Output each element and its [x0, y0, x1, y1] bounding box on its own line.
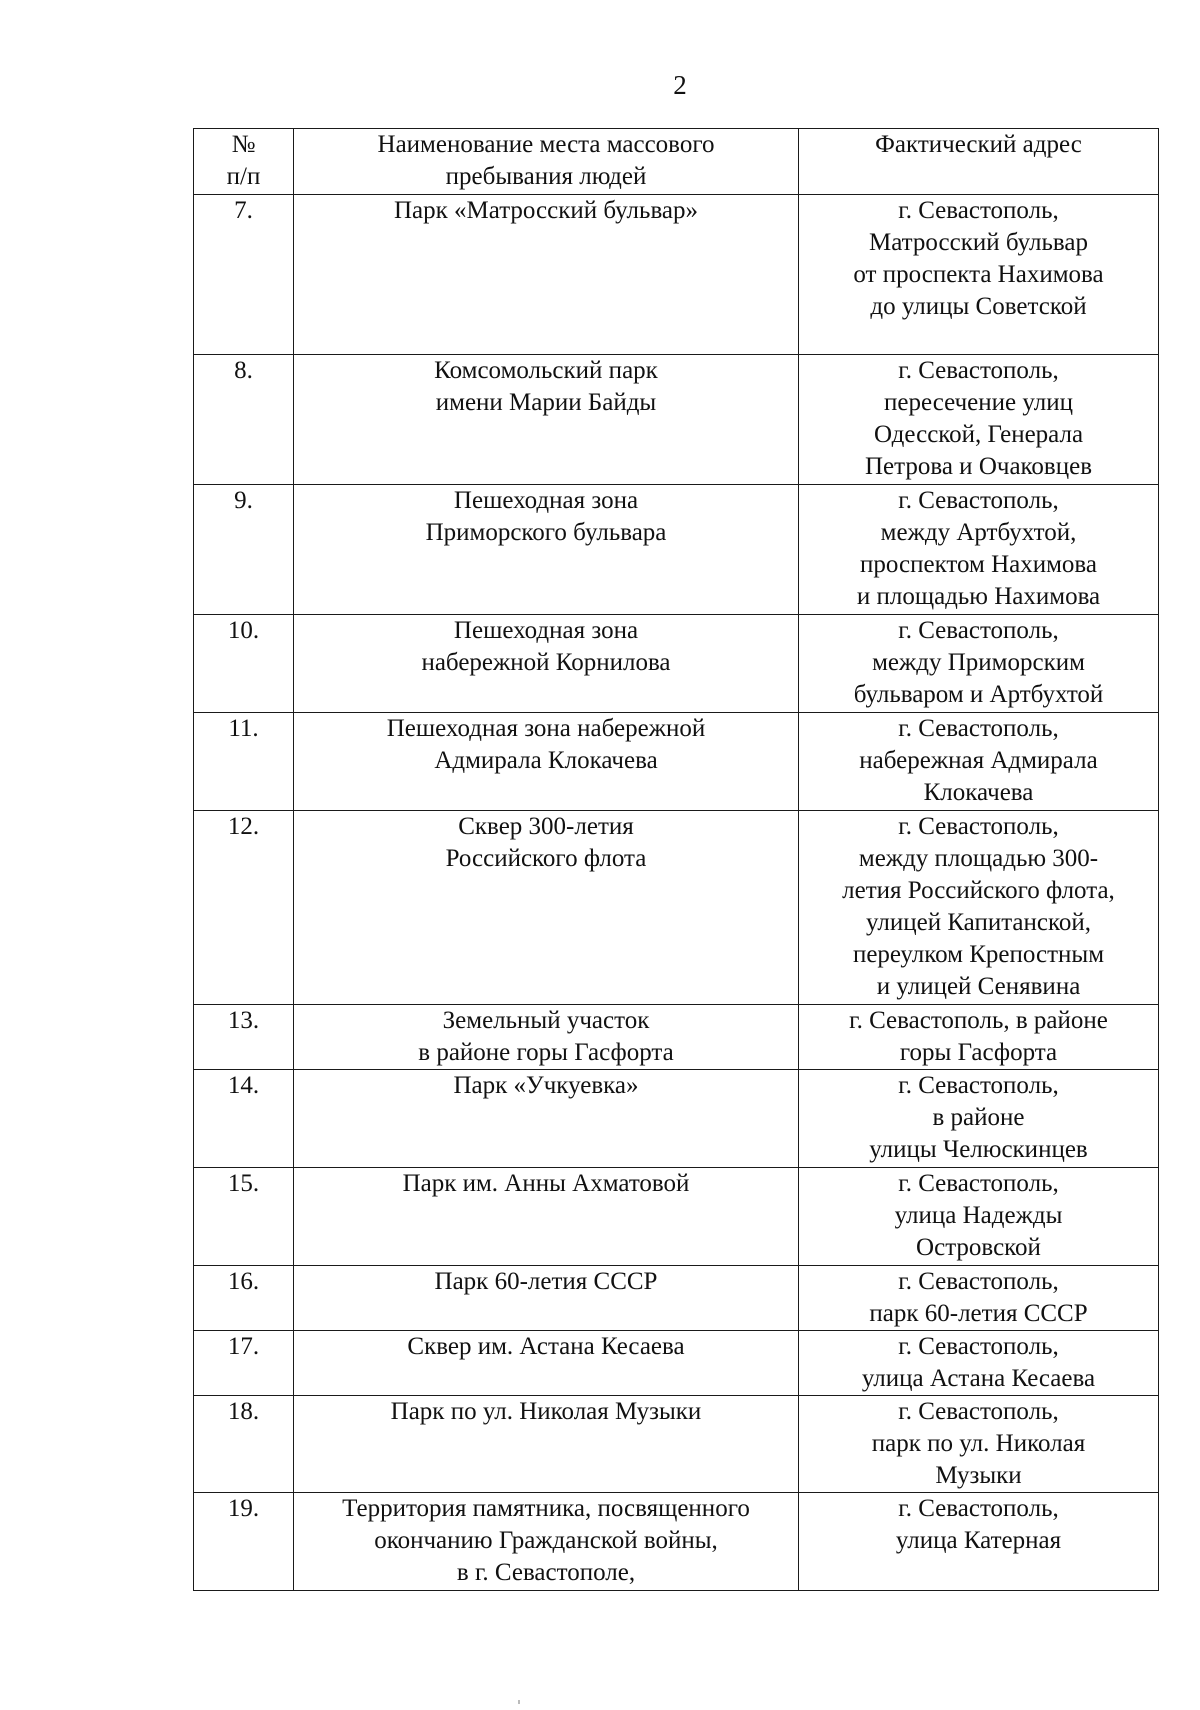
row-name: Земельный участок в районе горы Гасфорта: [294, 1005, 799, 1070]
row-address: г. Севастополь, между Приморским бульваром и Артбухтой: [799, 615, 1159, 713]
row-number: 15.: [194, 1168, 294, 1266]
table-row: [194, 713, 1159, 811]
row-number: 11.: [194, 713, 294, 811]
table-row: [194, 1070, 1159, 1168]
table-row: [194, 615, 1159, 713]
row-number: 19.: [194, 1493, 294, 1591]
row-name: Пешеходная зона набережной Корнилова: [294, 615, 799, 713]
page-number: 2: [673, 70, 687, 100]
table-row: [194, 355, 1159, 485]
row-address: г. Севастополь, Матросский бульвар от проспекта Нахимова до улицы Советской: [799, 195, 1159, 355]
table-row: [194, 1266, 1159, 1331]
table-row: [194, 1493, 1159, 1591]
row-name: Парк по ул. Николая Музыки: [294, 1396, 799, 1493]
header-name: Наименование места массового пребывания людей: [294, 129, 799, 195]
row-name: Пешеходная зона Приморского бульвара: [294, 485, 799, 615]
row-name: Сквер 300-летия Российского флота: [294, 811, 799, 1005]
row-address: г. Севастополь, в районе горы Гасфорта: [799, 1005, 1159, 1070]
row-name: Пешеходная зона набережной Адмирала Клокачева: [294, 713, 799, 811]
header-address: Фактический адрес: [799, 129, 1159, 195]
header-number: № п/п: [194, 129, 294, 195]
table-header-row: [194, 129, 1159, 195]
row-number: 16.: [194, 1266, 294, 1331]
row-address: г. Севастополь, парк 60-летия СССР: [799, 1266, 1159, 1331]
row-name: Парк «Матросский бульвар»: [294, 195, 799, 355]
row-number: 7.: [194, 195, 294, 355]
row-address: г. Севастополь, набережная Адмирала Клокачева: [799, 713, 1159, 811]
row-name: Комсомольский парк имени Марии Байды: [294, 355, 799, 485]
row-number: 13.: [194, 1005, 294, 1070]
row-number: 8.: [194, 355, 294, 485]
row-address: г. Севастополь, улица Катерная: [799, 1493, 1159, 1591]
row-address: г. Севастополь, пересечение улиц Одесской, Генерала Петрова и Очаковцев: [799, 355, 1159, 485]
table-row: [194, 195, 1159, 355]
row-address: г. Севастополь, между Артбухтой, проспектом Нахимова и площадью Нахимова: [799, 485, 1159, 615]
row-name: Парк «Учкуевка»: [294, 1070, 799, 1168]
row-address: г. Севастополь, парк по ул. Николая Музыки: [799, 1396, 1159, 1493]
row-number: 12.: [194, 811, 294, 1005]
row-number: 18.: [194, 1396, 294, 1493]
row-address: г. Севастополь, улица Астана Кесаева: [799, 1331, 1159, 1396]
row-name: Парк 60-летия СССР: [294, 1266, 799, 1331]
row-number: 9.: [194, 485, 294, 615]
row-address: г. Севастополь, улица Надежды Островской: [799, 1168, 1159, 1266]
scan-artifact-mark: [518, 1700, 520, 1704]
table-row: [194, 1331, 1159, 1396]
table-row: [194, 811, 1159, 1005]
row-name: Территория памятника, посвященного окончанию Гражданской войны, в г. Севастополе,: [294, 1493, 799, 1591]
row-number: 14.: [194, 1070, 294, 1168]
row-address: г. Севастополь, между площадью 300- летия Российского флота, улицей Капитанской, переулком Крепостным и улицей Сенявина: [799, 811, 1159, 1005]
places-table: [193, 128, 1159, 1591]
row-number: 17.: [194, 1331, 294, 1396]
table-row: [194, 485, 1159, 615]
table-row: [194, 1005, 1159, 1070]
table-row: [194, 1396, 1159, 1493]
row-address: г. Севастополь, в районе улицы Челюскинцев: [799, 1070, 1159, 1168]
row-name: Парк им. Анны Ахматовой: [294, 1168, 799, 1266]
row-name: Сквер им. Астана Кесаева: [294, 1331, 799, 1396]
row-number: 10.: [194, 615, 294, 713]
table-row: [194, 1168, 1159, 1266]
